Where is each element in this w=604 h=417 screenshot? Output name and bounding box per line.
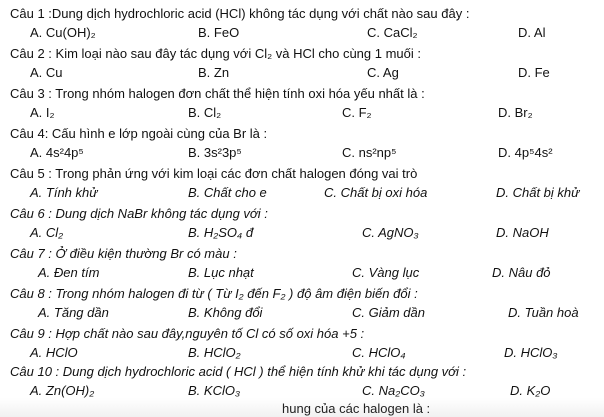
question-8-option-d[interactable]: D. Tuần hoà xyxy=(508,305,579,320)
question-1-text: Câu 1 :Dung dịch hydrochloric acid (HCl) không tác dụng với chất nào sau đây : xyxy=(10,6,470,21)
question-6-option-a[interactable]: A. Cl₂ xyxy=(30,225,64,240)
question-6-option-c[interactable]: C. AgNO₃ xyxy=(362,225,419,240)
question-3-option-b[interactable]: B. Cl₂ xyxy=(188,105,222,120)
question-6-option-d[interactable]: D. NaOH xyxy=(496,225,549,240)
question-2-option-b[interactable]: B. Zn xyxy=(198,65,230,80)
question-1-option-c[interactable]: C. CaCl₂ xyxy=(367,25,418,40)
question-7-option-a[interactable]: A. Đen tím xyxy=(38,265,100,280)
question-7-option-d[interactable]: D. Nâu đỏ xyxy=(492,265,551,280)
question-1-option-a[interactable]: A. Cu(OH)₂ xyxy=(30,25,96,40)
question-5-option-a[interactable]: A. Tính khử xyxy=(30,185,98,200)
question-5-option-b[interactable]: B. Chất cho e xyxy=(188,185,267,200)
question-7-option-b[interactable]: B. Lục nhạt xyxy=(188,265,254,280)
question-9-option-b[interactable]: B. HClO₂ xyxy=(188,345,241,360)
question-8-option-b[interactable]: B. Không đổi xyxy=(188,305,263,320)
question-3-option-d[interactable]: D. Br₂ xyxy=(498,105,533,120)
question-2-option-d[interactable]: D. Fe xyxy=(518,65,550,80)
question-5-option-d[interactable]: D. Chất bị khử xyxy=(496,185,580,200)
question-7-option-c[interactable]: C. Vàng lục xyxy=(352,265,420,280)
question-6-option-b[interactable]: B. H₂SO₄ đ xyxy=(188,225,254,240)
question-10-option-c[interactable]: C. Na₂CO₃ xyxy=(362,383,425,398)
question-4-option-a[interactable]: A. 4s²4p⁵ xyxy=(30,145,84,160)
question-3-text: Câu 3 : Trong nhóm halogen đơn chất thể hiện tính oxi hóa yếu nhất là : xyxy=(10,86,425,101)
question-9-text: Câu 9 : Hợp chất nào sau đây,nguyên tố Cl có số oxi hóa +5 : xyxy=(10,326,365,341)
question-1-option-d[interactable]: D. Al xyxy=(518,25,546,40)
question-10-text: Câu 10 : Dung dịch hydrochloric acid ( HCl ) thể hiện tính khử khi tác dụng với : xyxy=(10,364,467,379)
footer-text: hung của các halogen là : xyxy=(282,401,431,416)
question-1-option-b[interactable]: B. FeO xyxy=(198,25,240,40)
question-10-option-b[interactable]: B. KClO₃ xyxy=(188,383,241,398)
question-4-option-b[interactable]: B. 3s²3p⁵ xyxy=(188,145,242,160)
question-10-option-d[interactable]: D. K₂O xyxy=(510,383,551,398)
question-2-option-c[interactable]: C. Ag xyxy=(367,65,399,80)
question-4-option-d[interactable]: D. 4p⁵4s² xyxy=(498,145,553,160)
question-3-option-c[interactable]: C. F₂ xyxy=(342,105,372,120)
question-3-option-a[interactable]: A. I₂ xyxy=(30,105,55,120)
question-10-option-a[interactable]: A. Zn(OH)₂ xyxy=(30,383,95,398)
question-9-option-c[interactable]: C. HClO₄ xyxy=(352,345,406,360)
question-9-option-a[interactable]: A. HClO xyxy=(30,345,78,360)
question-8-option-c[interactable]: C. Giảm dần xyxy=(352,305,425,320)
question-5-text: Câu 5 : Trong phản ứng với kim loại các đơn chất halogen đóng vai trò xyxy=(10,166,418,181)
question-6-text: Câu 6 : Dung dịch NaBr không tác dụng với : xyxy=(10,206,268,221)
question-4-text: Câu 4: Cấu hình e lớp ngoài cùng của Br là : xyxy=(10,126,268,141)
question-9-option-d[interactable]: D. HClO₃ xyxy=(504,345,558,360)
question-8-text: Câu 8 : Trong nhóm halogen đi từ ( Từ I₂ đến F₂ ) độ âm điện biến đổi : xyxy=(10,286,418,301)
question-2-text: Câu 2 : Kim loại nào sau đây tác dụng với Cl₂ và HCl cho cùng 1 muối : xyxy=(10,46,421,61)
question-7-text: Câu 7 : Ở điều kiện thường Br có màu : xyxy=(10,246,237,261)
question-4-option-c[interactable]: C. ns²np⁵ xyxy=(342,145,397,160)
question-2-option-a[interactable]: A. Cu xyxy=(30,65,63,80)
question-5-option-c[interactable]: C. Chất bị oxi hóa xyxy=(324,185,428,200)
question-8-option-a[interactable]: A. Tăng dần xyxy=(38,305,109,320)
